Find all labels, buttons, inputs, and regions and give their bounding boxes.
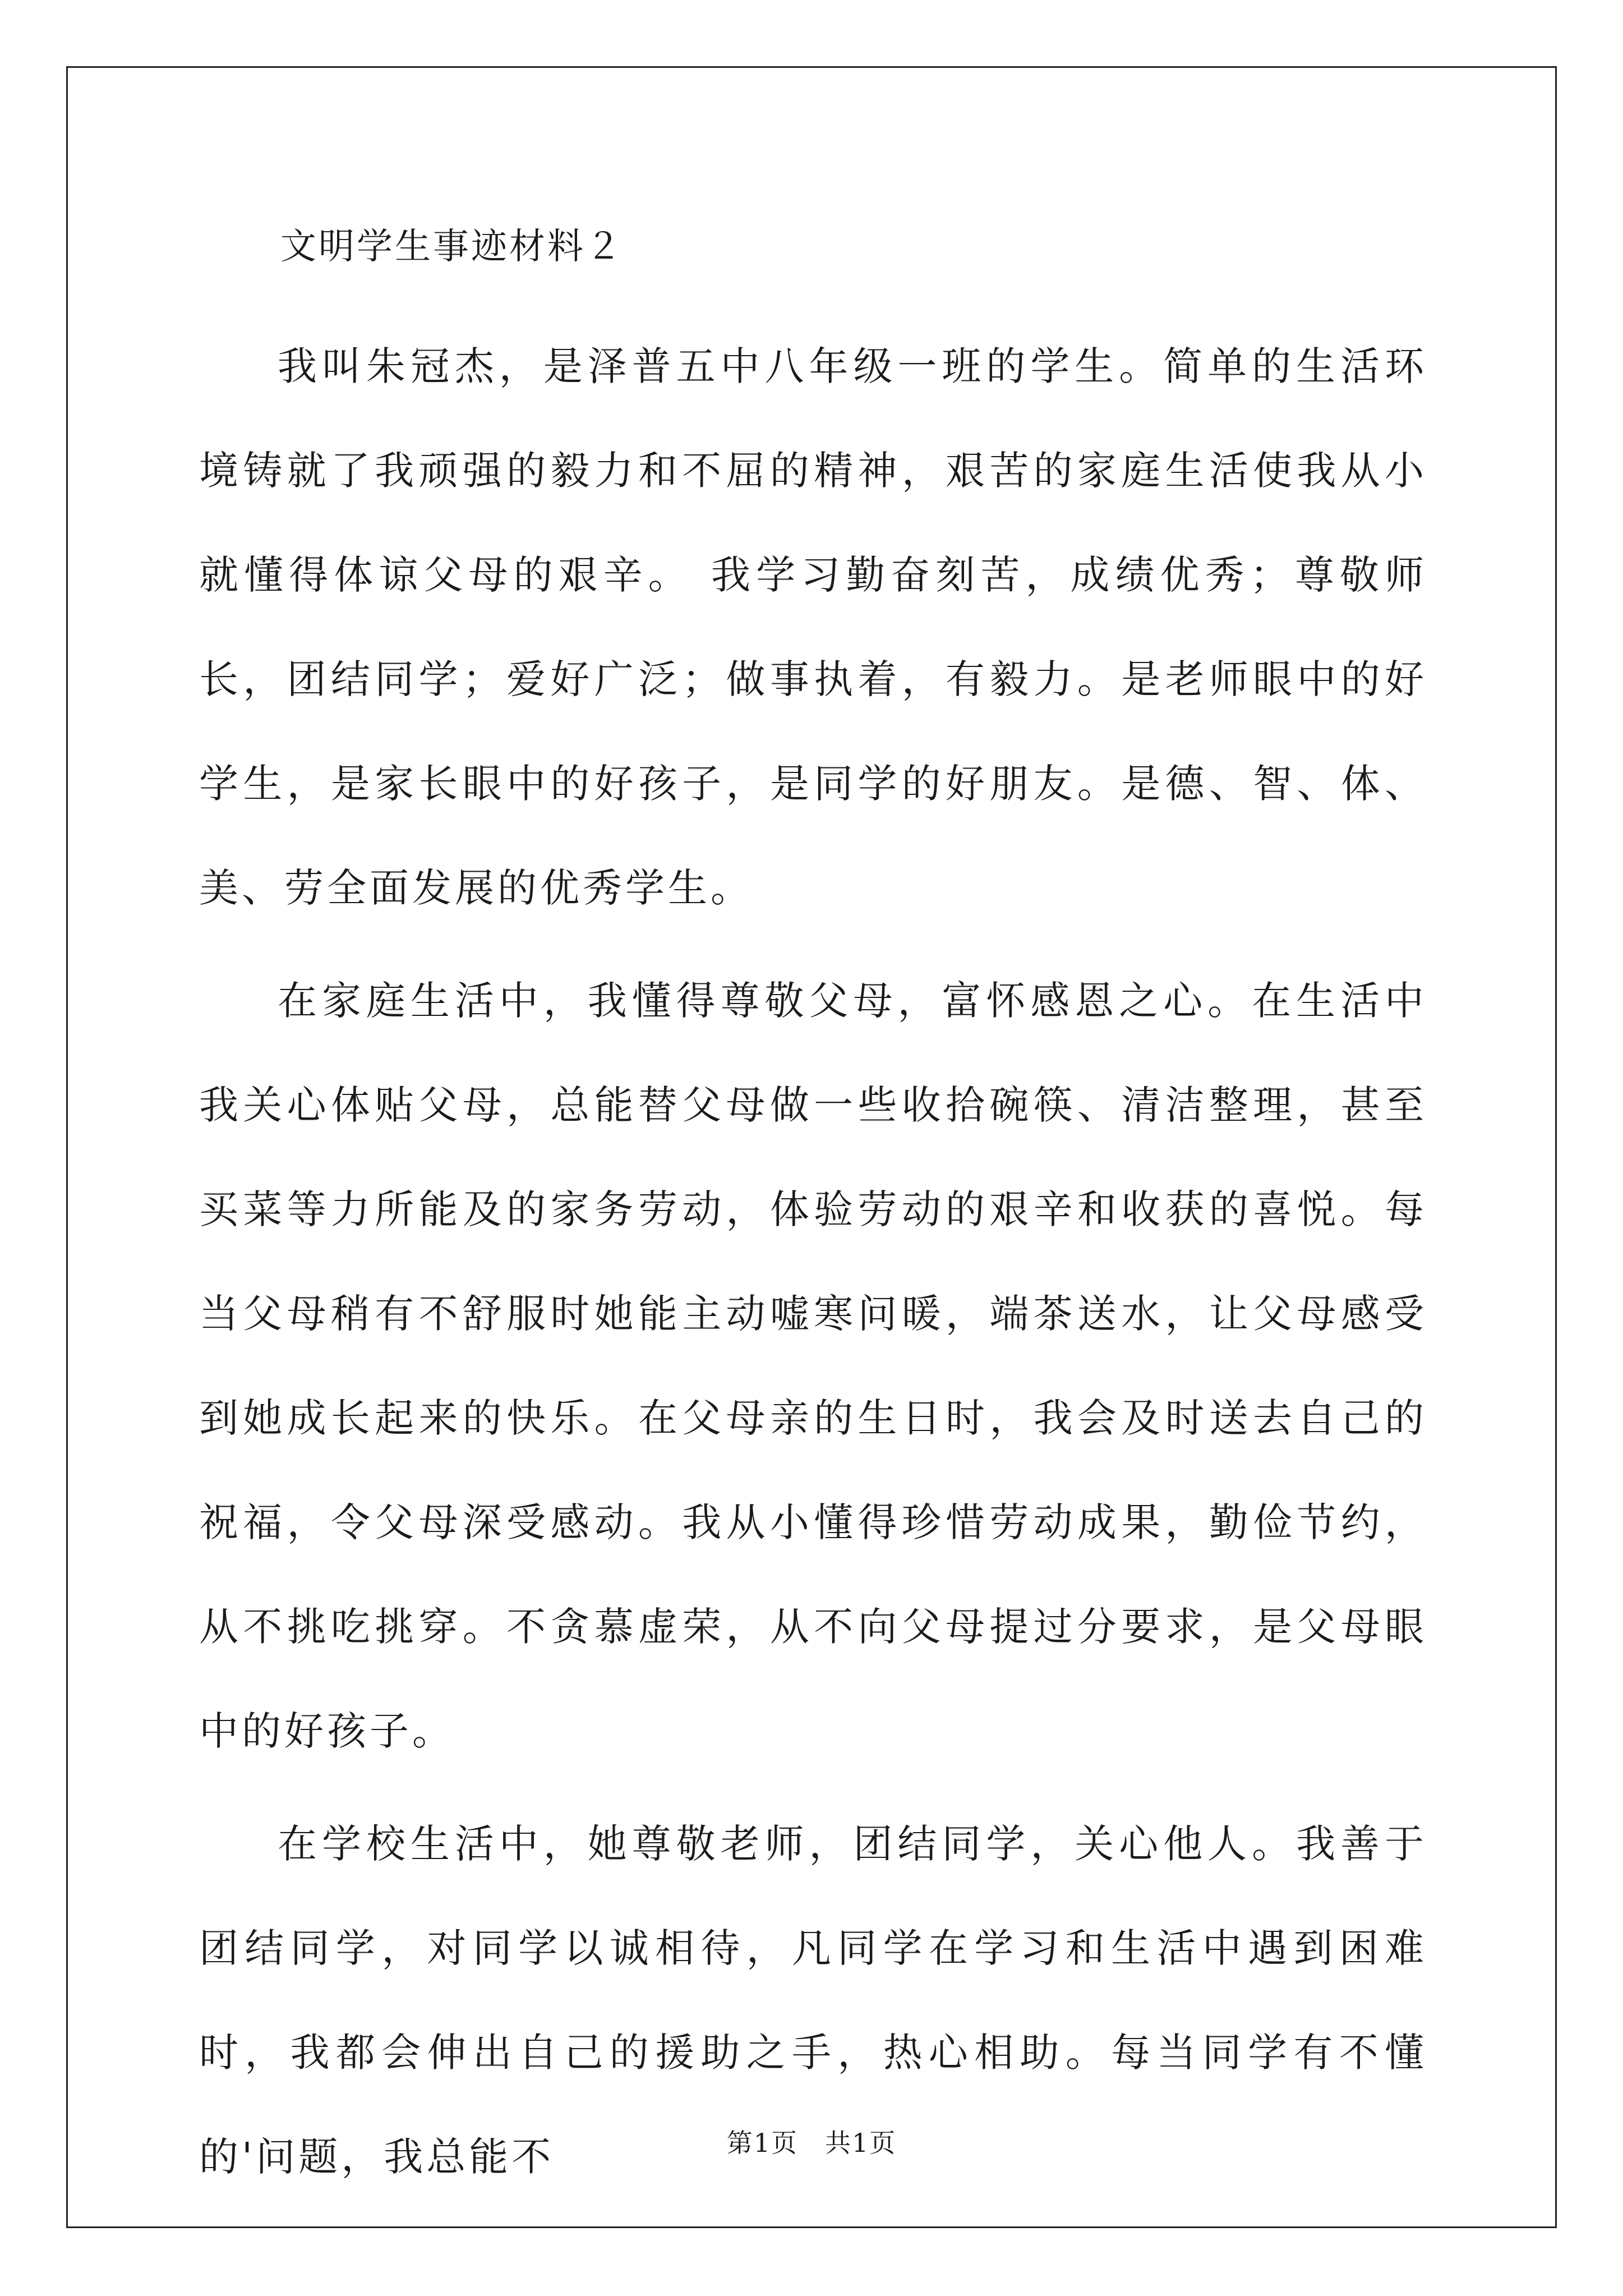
document-body [199,314,1427,2217]
page-number-footer: 第1页 共1页 [726,2128,897,2158]
paragraph: 在学校生活中，她尊敬老师，团结同学，关心他人。我善于团结同学，对同学以诚相待，凡同学在学习和生活中遇到困难时，我都会伸出自己的援助之手，热心相助。每当同学有不懂的'问题，我总能不 [199,1821,1427,2180]
document-title: 文明学生事迹材料２ [280,226,624,268]
paragraph: 在家庭生活中，我懂得尊敬父母，富怀感恩之心。在生活中我关心体贴父母，总能替父母做一些收拾碗筷、清洁整理，甚至买菜等力所能及的家务劳动，体验劳动的艰辛和收获的喜悦。每当父母稍有不舒服时她能主动嘘寒问暖，端茶送水，让父母感受到她成长起来的快乐。在父母亲的生日时，我会及时送去自己的祝福，令父母深受感动。我从小懂得珍惜劳动成果，勤俭节约，从不挑吃挑穿。不贪慕虚荣，从不向父母提过分要求，是父母眼中的好孩子。 [199,978,1427,1754]
paragraph: 我叫朱冠杰，是泽普五中八年级一班的学生。简单的生活环境铸就了我顽强的毅力和不屈的精神，艰苦的家庭生活使我从小就懂得体谅父母的艰辛。 我学习勤奋刻苦，成绩优秀；尊敬师长，团结同学；爱好广泛；做事执着，有毅力。是老师眼中的好学生，是家长眼中的好孩子，是同学的好朋友。是德、智、体、美、劳全面发展的优秀学生。 [199,343,1427,911]
